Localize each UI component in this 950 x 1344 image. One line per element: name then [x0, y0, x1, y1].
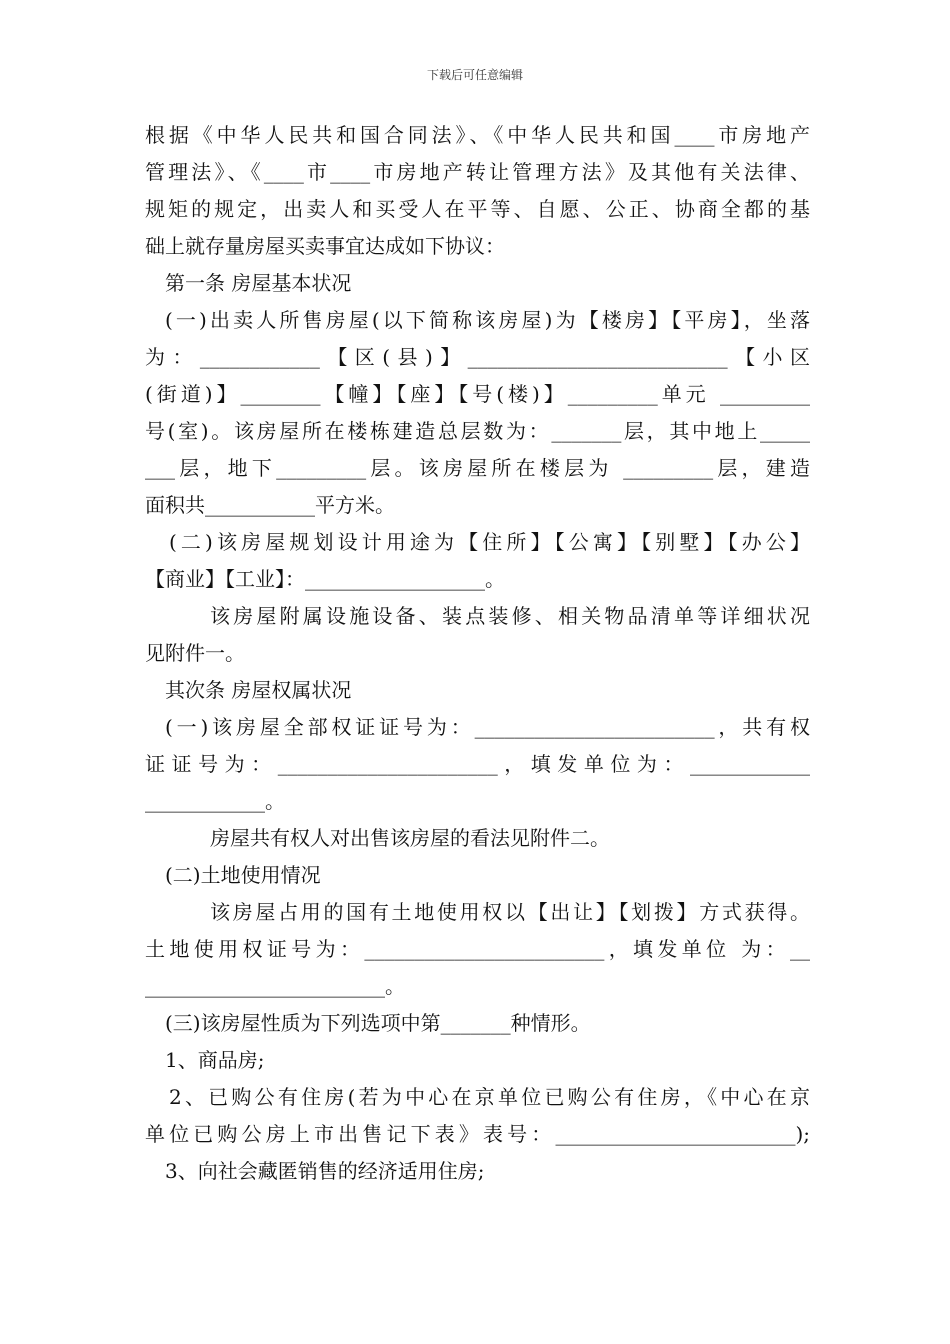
paragraph-line: 该房屋附属设施设备、装点装修、相关物品清单等详细状况 [210, 604, 810, 628]
header-note: 下载后可任意编辑 [426, 68, 523, 82]
paragraph-line: 单位已购公房上市出售记下表》表号：________________________); [145, 1122, 810, 1146]
paragraph-line: 见附件一。 [145, 641, 245, 665]
paragraph-line: (街道)】________【幢】【座】【号(楼)】_________单元 _________ [145, 382, 810, 406]
paragraph-line: (三)该房屋性质为下列选项中第_______种情形。 [165, 1011, 591, 1035]
paragraph-line: (二)该房屋规划设计用途为【住所】【公寓】【别墅】【办公】 [169, 530, 810, 554]
paragraph-line: 该房屋占用的国有土地使用权以【出让】【划拨】方式获得。 [210, 900, 810, 924]
paragraph-line: 规矩的规定，出卖人和买受人在平等、自愿、公正、协商全都的基 [145, 197, 810, 221]
paragraph-line: 管理法》、《____市____市房地产转让管理方法》及其他有关法律、 [145, 160, 810, 184]
paragraph-line: 土地使用权证号为：________________________，填发单位 为：__ [145, 937, 810, 961]
paragraph-line: ___层，地下_________层。该房屋所在楼层为 _________层，建造 [145, 456, 810, 480]
paragraph-line: ____________。 [145, 789, 285, 813]
document-body [145, 117, 810, 1190]
paragraph-line: ________________________。 [145, 974, 405, 998]
list-item: 1、商品房; [165, 1048, 265, 1072]
section-heading: 其次条 房屋权属状况 [165, 678, 352, 702]
paragraph-line: 础上就存量房屋买卖事宜达成如下协议： [145, 234, 505, 258]
subsection-heading: (二)土地使用情况 [165, 863, 321, 887]
paragraph-line: 房屋共有权人对出售该房屋的看法见附件二。 [210, 826, 610, 850]
paragraph-line: 号(室)。该房屋所在楼栋建造总层数为：_______层，其中地上_____ [145, 419, 810, 443]
paragraph-line: 【商业】【工业】：__________________。 [145, 567, 505, 591]
paragraph-line: 为：____________【区(县)】__________________________【小区 [145, 345, 810, 369]
section-heading: 第一条 房屋基本状况 [165, 271, 352, 295]
paragraph-line: 面积共___________平方米。 [145, 493, 395, 517]
list-item: 2、已购公有住房(若为中心在京单位已购公有住房，《中心在京 [169, 1085, 810, 1109]
paragraph-line: 根据《中华人民共和国合同法》、《中华人民共和国____市房地产 [145, 123, 810, 147]
paragraph-line: 证证号为：______________________，填发单位为：____________ [145, 752, 810, 776]
list-item: 3、向社会藏匿销售的经济适用住房; [165, 1159, 485, 1183]
paragraph-line: (一)该房屋全部权证证号为：________________________，共有权 [165, 715, 810, 739]
paragraph-line: (一)出卖人所售房屋(以下简称该房屋)为【楼房】【平房】，坐落 [165, 308, 810, 332]
